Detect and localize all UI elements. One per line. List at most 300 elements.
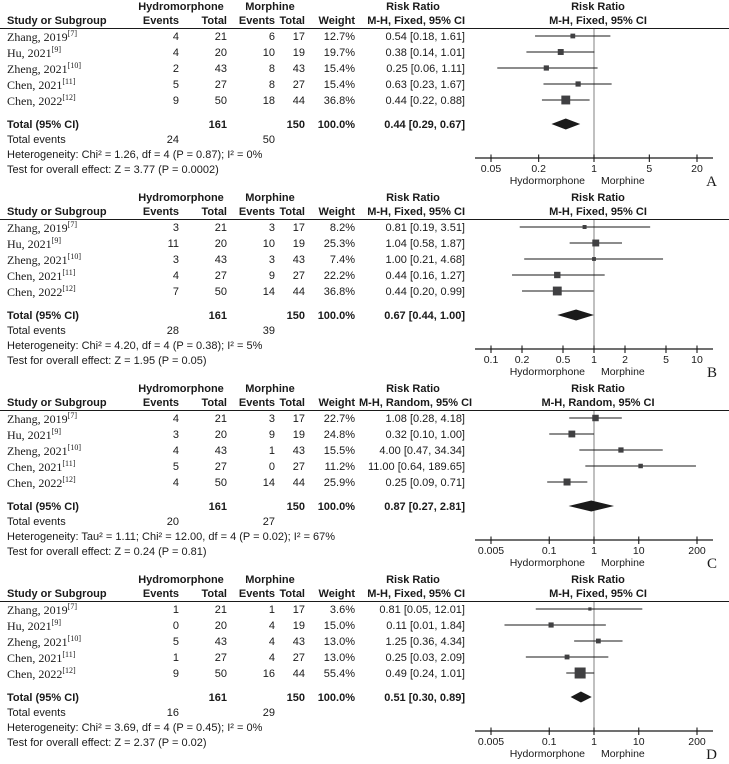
col-header-total-hydromorphone: Total — [201, 396, 227, 409]
study-name-text: Zhang, 2019 — [7, 603, 68, 617]
study-risk-ratio-ci: 0.44 [0.20, 0.99] — [385, 285, 465, 298]
study-row — [0, 650, 729, 666]
group-header-hydromorphone: Hydromorphone — [138, 0, 224, 13]
risk-ratio-title-plot: Risk Ratio — [571, 382, 625, 395]
study-total-hydromorphone: 27 — [214, 78, 227, 91]
study-name-text: Zhang, 2019 — [7, 221, 68, 235]
study-name-text: Zhang, 2019 — [7, 30, 68, 44]
plot-header-effect-estimate: M-H, Random, 95% CI — [541, 396, 655, 409]
study-reference-superscript: [7] — [67, 602, 77, 611]
total-n-morphine: 150 — [286, 691, 305, 704]
study-total-hydromorphone: 43 — [214, 635, 227, 648]
panel-letter: C — [706, 556, 717, 572]
study-weight: 11.2% — [324, 460, 355, 473]
study-label — [0, 254, 131, 266]
total-n-hydromorphone: 161 — [208, 309, 227, 322]
panel-letter: B — [706, 365, 717, 381]
forest-panel-D — [0, 573, 729, 764]
risk-ratio-title-text: Risk Ratio — [386, 382, 440, 395]
study-total-morphine: 17 — [292, 603, 305, 616]
header-group-row — [0, 573, 729, 587]
study-events-hydromorphone: 0 — [172, 619, 179, 632]
study-events-morphine: 10 — [262, 46, 275, 59]
study-total-morphine: 43 — [292, 635, 305, 648]
study-weight: 12.7% — [323, 30, 355, 43]
col-header-study: Study or Subgroup — [7, 396, 107, 409]
x-axis-tick-label: 5 — [646, 163, 653, 175]
study-reference-superscript: [7] — [67, 29, 77, 38]
x-axis-label-left: Hydormorphone — [509, 748, 585, 760]
study-events-hydromorphone: 4 — [172, 444, 179, 457]
spacer-row — [0, 109, 729, 117]
study-events-morphine: 9 — [268, 269, 275, 282]
study-label — [0, 461, 131, 473]
study-name-text: Zheng, 2021 — [7, 253, 68, 267]
study-reference-superscript: [10] — [67, 443, 81, 452]
total-events-morphine: 27 — [262, 516, 275, 528]
study-events-morphine: 3 — [268, 412, 275, 425]
group-header-morphine: Morphine — [245, 0, 295, 13]
study-total-morphine: 19 — [292, 619, 305, 632]
study-label — [0, 270, 131, 282]
study-total-morphine: 44 — [292, 285, 305, 298]
total-risk-ratio-ci: 0.87 [0.27, 2.81] — [384, 500, 465, 513]
study-row — [0, 29, 729, 45]
study-row — [0, 93, 729, 109]
overall-effect-row — [0, 163, 729, 178]
heterogeneity-row — [0, 530, 729, 545]
column-header-row — [0, 396, 729, 411]
study-total-morphine: 17 — [292, 412, 305, 425]
study-total-hydromorphone: 50 — [214, 285, 227, 298]
x-axis-tick-label: 1 — [591, 545, 597, 557]
total-row — [0, 499, 729, 515]
col-header-study: Study or Subgroup — [7, 587, 107, 600]
study-total-hydromorphone: 50 — [214, 667, 227, 680]
study-name-text: Hu, 2021 — [7, 237, 52, 251]
study-events-hydromorphone: 5 — [172, 635, 179, 648]
study-row — [0, 443, 729, 459]
study-total-morphine: 43 — [292, 253, 305, 266]
x-axis-tick-label: 0.1 — [541, 545, 557, 557]
forest-panel-B — [0, 191, 729, 382]
study-events-morphine: 3 — [268, 253, 275, 266]
study-events-hydromorphone: 4 — [172, 269, 179, 282]
study-weight: 36.8% — [323, 285, 355, 298]
risk-ratio-title-plot: Risk Ratio — [571, 191, 625, 204]
study-weight: 8.2% — [329, 221, 355, 234]
study-row — [0, 602, 729, 618]
study-name-text: Chen, 2021 — [7, 269, 63, 283]
study-risk-ratio-ci: 0.81 [0.19, 3.51] — [385, 221, 465, 234]
study-row — [0, 284, 729, 300]
study-label — [0, 31, 131, 43]
study-label — [0, 604, 131, 616]
total-events-hydromorphone: 16 — [166, 707, 179, 719]
study-events-morphine: 16 — [262, 667, 275, 680]
total-weight: 100.0% — [317, 118, 355, 131]
study-name-text: Zheng, 2021 — [7, 635, 68, 649]
study-events-morphine: 8 — [268, 62, 275, 75]
study-label — [0, 286, 131, 298]
study-label — [0, 429, 131, 441]
study-risk-ratio-ci: 0.25 [0.06, 1.11] — [386, 62, 465, 75]
study-total-morphine: 17 — [292, 30, 305, 43]
study-total-morphine: 27 — [292, 460, 305, 473]
group-header-hydromorphone: Hydromorphone — [138, 573, 224, 586]
study-total-morphine: 17 — [292, 221, 305, 234]
x-axis-tick-label: 0.1 — [483, 354, 499, 366]
study-label — [0, 445, 131, 457]
study-risk-ratio-ci: 0.49 [0.24, 1.01] — [385, 667, 465, 680]
total-events-hydromorphone: 24 — [166, 134, 179, 146]
study-weight: 24.8% — [323, 428, 355, 441]
study-row — [0, 236, 729, 252]
study-total-morphine: 44 — [292, 476, 305, 489]
study-events-morphine: 0 — [268, 460, 275, 473]
study-events-morphine: 3 — [268, 221, 275, 234]
study-row — [0, 411, 729, 427]
study-events-morphine: 9 — [268, 428, 275, 441]
study-reference-superscript: [9] — [51, 427, 61, 436]
study-events-morphine: 14 — [262, 285, 275, 298]
spacer-row — [0, 300, 729, 308]
study-events-hydromorphone: 11 — [167, 237, 179, 250]
header-group-row — [0, 191, 729, 205]
study-risk-ratio-ci: 1.08 [0.28, 4.18] — [385, 412, 465, 425]
study-weight: 3.6% — [329, 603, 355, 616]
total-risk-ratio-ci: 0.51 [0.30, 0.89] — [384, 691, 465, 704]
study-total-hydromorphone: 20 — [214, 237, 227, 250]
study-events-hydromorphone: 7 — [172, 285, 179, 298]
study-total-hydromorphone: 50 — [214, 94, 227, 107]
x-axis-label-right: Morphine — [601, 557, 645, 569]
study-weight: 15.0% — [323, 619, 355, 632]
study-weight: 22.2% — [323, 269, 355, 282]
study-name-text: Zheng, 2021 — [7, 444, 68, 458]
x-axis-label-right: Morphine — [601, 366, 645, 378]
total-events-label: Total events — [7, 134, 66, 146]
total-events-row — [0, 133, 729, 148]
col-header-events-hydromorphone: Events — [142, 205, 179, 218]
study-weight: 22.7% — [323, 412, 355, 425]
study-name-text: Chen, 2021 — [7, 78, 63, 92]
total-events-morphine: 50 — [262, 134, 275, 146]
x-axis-tick-label: 0.005 — [477, 736, 505, 748]
col-header-total-morphine: Total — [279, 14, 305, 27]
study-events-morphine: 8 — [268, 78, 275, 91]
heterogeneity-row — [0, 148, 729, 163]
study-label — [0, 620, 131, 632]
col-header-total-morphine: Total — [279, 396, 305, 409]
overall-effect-text: Test for overall effect: Z = 1.95 (P = 0.05) — [7, 355, 207, 367]
study-total-hydromorphone: 21 — [214, 603, 227, 616]
study-name-text: Chen, 2022 — [7, 285, 63, 299]
study-row — [0, 61, 729, 77]
col-header-weight: Weight — [318, 205, 355, 218]
col-header-study: Study or Subgroup — [7, 14, 107, 27]
study-label — [0, 222, 131, 234]
study-label — [0, 652, 131, 664]
col-header-weight: Weight — [318, 396, 355, 409]
x-axis-tick-label: 1 — [591, 736, 597, 748]
study-total-morphine: 43 — [292, 62, 305, 75]
plot-header-effect-estimate: M-H, Fixed, 95% CI — [549, 587, 647, 600]
x-axis-tick-label: 10 — [632, 736, 645, 748]
study-total-hydromorphone: 43 — [214, 253, 227, 266]
forest-panel-A — [0, 0, 729, 191]
column-header-row — [0, 205, 729, 220]
total-label: Total (95% CI) — [7, 691, 79, 704]
x-axis-tick-label: 0.2 — [531, 163, 546, 175]
study-events-hydromorphone: 1 — [172, 651, 179, 664]
study-total-hydromorphone: 21 — [214, 221, 227, 234]
study-reference-superscript: [11] — [62, 268, 76, 277]
study-events-hydromorphone: 4 — [172, 476, 179, 489]
study-events-morphine: 1 — [268, 444, 275, 457]
x-axis-tick-label: 0.5 — [555, 354, 571, 366]
study-events-morphine: 4 — [268, 651, 275, 664]
study-events-morphine: 6 — [268, 30, 275, 43]
study-name-text: Hu, 2021 — [7, 46, 52, 60]
study-events-morphine: 1 — [268, 603, 275, 616]
study-row — [0, 666, 729, 682]
study-total-hydromorphone: 27 — [214, 460, 227, 473]
study-reference-superscript: [7] — [67, 220, 77, 229]
x-axis-tick-label: 0.2 — [514, 354, 530, 366]
study-weight: 13.0% — [323, 651, 355, 664]
total-weight: 100.0% — [317, 691, 355, 704]
study-weight: 25.9% — [323, 476, 355, 489]
study-risk-ratio-ci: 0.44 [0.16, 1.27] — [385, 269, 465, 282]
col-header-effect-estimate: M-H, Fixed, 95% CI — [367, 14, 465, 27]
study-weight: 36.8% — [323, 94, 355, 107]
study-reference-superscript: [12] — [62, 93, 76, 102]
study-events-morphine: 10 — [262, 237, 275, 250]
total-n-morphine: 150 — [286, 500, 305, 513]
study-reference-superscript: [11] — [62, 77, 76, 86]
overall-effect-text: Test for overall effect: Z = 0.24 (P = 0.81) — [7, 546, 207, 558]
x-axis-tick-label: 5 — [663, 354, 669, 366]
spacer-row — [0, 491, 729, 499]
study-row — [0, 268, 729, 284]
study-name-text: Hu, 2021 — [7, 428, 52, 442]
study-risk-ratio-ci: 1.04 [0.58, 1.87] — [385, 237, 465, 250]
study-total-morphine: 19 — [292, 46, 305, 59]
study-name-text: Chen, 2021 — [7, 460, 63, 474]
study-reference-superscript: [10] — [67, 61, 81, 70]
study-label — [0, 668, 131, 680]
study-reference-superscript: [12] — [62, 284, 76, 293]
col-header-weight: Weight — [318, 14, 355, 27]
forest-panel-C — [0, 382, 729, 573]
total-events-morphine: 29 — [262, 707, 275, 719]
total-n-hydromorphone: 161 — [208, 691, 227, 704]
study-reference-superscript: [12] — [62, 666, 76, 675]
col-header-events-morphine: Events — [238, 14, 275, 27]
study-name-text: Chen, 2022 — [7, 476, 63, 490]
study-row — [0, 427, 729, 443]
risk-ratio-title-text: Risk Ratio — [386, 191, 440, 204]
study-row — [0, 252, 729, 268]
col-header-total-hydromorphone: Total — [201, 14, 227, 27]
study-label — [0, 79, 131, 91]
study-events-hydromorphone: 4 — [172, 46, 179, 59]
study-events-hydromorphone: 9 — [172, 667, 179, 680]
spacer-row — [0, 682, 729, 690]
col-header-effect-estimate: M-H, Fixed, 95% CI — [367, 205, 465, 218]
study-events-hydromorphone: 5 — [172, 78, 179, 91]
study-total-morphine: 27 — [292, 651, 305, 664]
plot-header-effect-estimate: M-H, Fixed, 95% CI — [549, 205, 647, 218]
header-group-row — [0, 0, 729, 14]
total-row — [0, 308, 729, 324]
x-axis-tick-label: 2 — [622, 354, 628, 366]
study-total-morphine: 43 — [292, 444, 305, 457]
x-axis-label-right: Morphine — [601, 748, 645, 760]
study-events-hydromorphone: 3 — [172, 253, 179, 266]
total-events-hydromorphone: 28 — [166, 325, 179, 337]
panel-letter: A — [706, 174, 717, 190]
x-axis-label-left: Hydormorphone — [509, 557, 585, 569]
study-risk-ratio-ci: 0.32 [0.10, 1.00] — [385, 428, 465, 441]
study-label — [0, 63, 131, 75]
total-n-hydromorphone: 161 — [208, 118, 227, 131]
study-total-hydromorphone: 20 — [214, 46, 227, 59]
risk-ratio-title-text: Risk Ratio — [386, 573, 440, 586]
total-weight: 100.0% — [317, 500, 355, 513]
x-axis-tick-label: 0.005 — [477, 545, 505, 557]
study-events-morphine: 4 — [268, 635, 275, 648]
study-weight: 55.4% — [323, 667, 355, 680]
group-header-hydromorphone: Hydromorphone — [138, 191, 224, 204]
x-axis-tick-label: 1 — [591, 354, 597, 366]
heterogeneity-row — [0, 721, 729, 736]
study-events-hydromorphone: 5 — [172, 460, 179, 473]
total-label: Total (95% CI) — [7, 500, 79, 513]
overall-effect-row — [0, 736, 729, 751]
total-events-row — [0, 324, 729, 339]
study-reference-superscript: [10] — [67, 252, 81, 261]
study-risk-ratio-ci: 11.00 [0.64, 189.65] — [367, 460, 465, 473]
study-risk-ratio-ci: 0.25 [0.03, 2.09] — [385, 651, 465, 664]
study-row — [0, 77, 729, 93]
total-events-row — [0, 706, 729, 721]
study-events-hydromorphone: 1 — [172, 603, 179, 616]
total-events-row — [0, 515, 729, 530]
col-header-total-morphine: Total — [279, 205, 305, 218]
total-n-hydromorphone: 161 — [208, 500, 227, 513]
panel-letter: D — [706, 747, 717, 763]
x-axis-tick-label: 10 — [632, 545, 645, 557]
study-events-hydromorphone: 2 — [172, 62, 179, 75]
study-risk-ratio-ci: 0.38 [0.14, 1.01] — [385, 46, 465, 59]
study-total-morphine: 44 — [292, 94, 305, 107]
group-header-morphine: Morphine — [245, 382, 295, 395]
study-events-hydromorphone: 4 — [172, 412, 179, 425]
total-weight: 100.0% — [317, 309, 355, 322]
study-label — [0, 95, 131, 107]
study-weight: 15.4% — [323, 78, 355, 91]
col-header-total-morphine: Total — [279, 587, 305, 600]
x-axis-tick-label: 0.05 — [480, 163, 502, 175]
study-risk-ratio-ci: 0.44 [0.22, 0.88] — [385, 94, 465, 107]
study-risk-ratio-ci: 0.54 [0.18, 1.61] — [385, 30, 465, 43]
study-label — [0, 238, 131, 250]
total-events-label: Total events — [7, 516, 66, 528]
risk-ratio-title-text: Risk Ratio — [386, 0, 440, 13]
heterogeneity-text: Heterogeneity: Tau² = 1.11; Chi² = 12.00, df = 4 (P = 0.02); I² = 67% — [7, 531, 336, 543]
study-total-hydromorphone: 27 — [214, 651, 227, 664]
study-reference-superscript: [11] — [62, 650, 76, 659]
total-events-morphine: 39 — [262, 325, 275, 337]
study-total-morphine: 27 — [292, 269, 305, 282]
study-total-morphine: 44 — [292, 667, 305, 680]
column-header-row — [0, 14, 729, 29]
study-row — [0, 618, 729, 634]
study-name-text: Chen, 2021 — [7, 651, 63, 665]
col-header-weight: Weight — [318, 587, 355, 600]
heterogeneity-text: Heterogeneity: Chi² = 1.26, df = 4 (P = 0.87); I² = 0% — [7, 149, 263, 161]
study-name-text: Zheng, 2021 — [7, 62, 68, 76]
total-events-hydromorphone: 20 — [166, 516, 179, 528]
x-axis-tick-label: 20 — [691, 163, 703, 175]
group-header-morphine: Morphine — [245, 573, 295, 586]
total-row — [0, 690, 729, 706]
x-axis-label-left: Hydormorphone — [509, 366, 585, 378]
group-header-hydromorphone: Hydromorphone — [138, 382, 224, 395]
study-weight: 13.0% — [323, 635, 355, 648]
overall-effect-text: Test for overall effect: Z = 2.37 (P = 0.02) — [7, 737, 207, 749]
column-header-row — [0, 587, 729, 602]
col-header-study: Study or Subgroup — [7, 205, 107, 218]
study-row — [0, 634, 729, 650]
study-risk-ratio-ci: 1.00 [0.21, 4.68] — [385, 253, 465, 266]
total-events-label: Total events — [7, 325, 66, 337]
study-row — [0, 45, 729, 61]
total-label: Total (95% CI) — [7, 118, 79, 131]
study-total-hydromorphone: 21 — [214, 30, 227, 43]
study-row — [0, 475, 729, 491]
study-total-morphine: 19 — [292, 428, 305, 441]
total-label: Total (95% CI) — [7, 309, 79, 322]
study-row — [0, 220, 729, 236]
study-total-hydromorphone: 43 — [214, 444, 227, 457]
study-name-text: Chen, 2022 — [7, 94, 63, 108]
total-row — [0, 117, 729, 133]
study-events-hydromorphone: 3 — [172, 428, 179, 441]
study-total-hydromorphone: 21 — [214, 412, 227, 425]
col-header-events-morphine: Events — [238, 587, 275, 600]
study-total-hydromorphone: 43 — [214, 62, 227, 75]
col-header-events-morphine: Events — [238, 396, 275, 409]
study-label — [0, 47, 131, 59]
x-axis-tick-label: 0.1 — [541, 736, 557, 748]
study-weight: 7.4% — [329, 253, 355, 266]
plot-header-effect-estimate: M-H, Fixed, 95% CI — [549, 14, 647, 27]
study-reference-superscript: [9] — [51, 236, 61, 245]
study-weight: 19.7% — [323, 46, 355, 59]
study-risk-ratio-ci: 0.25 [0.09, 0.71] — [385, 476, 465, 489]
study-events-hydromorphone: 4 — [172, 30, 179, 43]
study-reference-superscript: [9] — [51, 618, 61, 627]
col-header-events-morphine: Events — [238, 205, 275, 218]
study-events-morphine: 4 — [268, 619, 275, 632]
risk-ratio-title-plot: Risk Ratio — [571, 573, 625, 586]
study-events-hydromorphone: 9 — [172, 94, 179, 107]
risk-ratio-title-plot: Risk Ratio — [571, 0, 625, 13]
study-name-text: Hu, 2021 — [7, 619, 52, 633]
